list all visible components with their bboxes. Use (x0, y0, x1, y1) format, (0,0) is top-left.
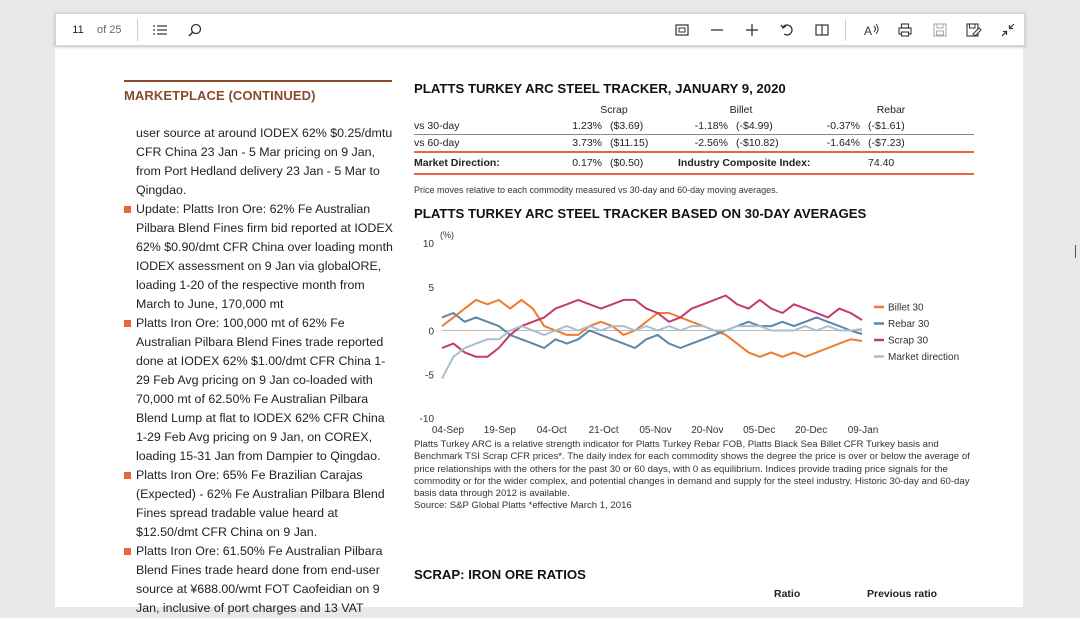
tracker-note: Price moves relative to each commodity measured vs 30-day and 60-day moving averages. (414, 185, 779, 195)
table-row (414, 118, 974, 135)
save-disk-icon (933, 23, 947, 37)
industry-index-value: 74.40 (868, 152, 974, 174)
section-rule (124, 80, 392, 82)
save-as-button[interactable] (963, 20, 985, 40)
bullet-paragraph: Platts Iron Ore: 100,000 mt of 62% Fe Australian Pilbara Blend Fines trade reported done at IODEX 62% $1.00/dmt CFR China 1-29 Feb Avg pricing on 9 Jan co-loaded with 70,000 mt of 62.50% Fe Australian Pilbara Blend Lump at flat to IODEX 62% CFR China 1-29 Feb Avg pricing on 9 Jan, on COREX, loading 15-31 Jan from Dampier to Qingdao. (124, 314, 394, 466)
legend-label: Market direction (888, 352, 960, 363)
print-button[interactable] (894, 20, 916, 40)
plus-icon (745, 23, 759, 37)
x-tick-label: 05-Dec (743, 425, 776, 436)
market-direction-row (414, 152, 974, 174)
exit-fullscreen-button[interactable] (997, 20, 1019, 40)
cell: -0.37% (808, 118, 868, 135)
column-header-rebar: Rebar (876, 104, 906, 116)
y-tick-label: -10 (419, 414, 434, 425)
legend-label: Scrap 30 (888, 335, 929, 347)
ratios-title: SCRAP: IRON ORE RATIOS (414, 567, 586, 582)
chart-caption (414, 439, 976, 513)
fit-page-button[interactable] (671, 20, 693, 40)
page-total: of 25 (97, 24, 122, 36)
tracker-table (414, 102, 974, 175)
two-page-view-icon (815, 24, 829, 36)
x-tick-label: 04-Sep (431, 425, 465, 436)
toolbar-divider (137, 19, 138, 41)
cell: 1.23% (554, 118, 610, 135)
industry-index-label: Industry Composite Index: (674, 152, 868, 174)
legend-label: Rebar 30 (888, 319, 930, 330)
series-line (442, 326, 862, 379)
printer-icon (898, 23, 912, 37)
rotate-icon (780, 23, 794, 37)
x-tick-label: 09-Jan (847, 425, 879, 436)
row-label: vs 30-day (414, 118, 554, 135)
collapse-arrows-icon (1001, 23, 1015, 37)
cell: -1.64% (826, 137, 860, 149)
x-tick-label: 04-Oct (536, 425, 567, 436)
cell: (-$1.61) (868, 118, 974, 135)
chart-title: PLATTS TURKEY ARC STEEL TRACKER BASED ON 30-DAY AVERAGES (414, 206, 867, 221)
column-header-scrap: Scrap (600, 104, 628, 116)
previous-ratio-column-header: Previous ratio (867, 588, 938, 600)
fit-to-page-icon (675, 24, 689, 36)
svg-text:A: A (864, 24, 873, 37)
legend-label: Billet 30 (888, 302, 924, 314)
y-tick-label: -5 (425, 370, 434, 382)
x-tick-label: 19-Sep (483, 425, 516, 436)
table-row (414, 135, 974, 153)
cell: ($3.69) (610, 118, 674, 135)
x-tick-label: 20-Nov (691, 425, 724, 436)
y-tick-label: 10 (422, 239, 434, 250)
ratio-column-header: Ratio (774, 588, 801, 600)
section-title: MARKETPLACE (CONTINUED) (124, 88, 316, 103)
row-label: vs 60-day (414, 137, 460, 149)
market-direction-pct: 0.17% (554, 152, 610, 174)
tracker-title: PLATTS TURKEY ARC STEEL TRACKER, JANUARY 9, 2020 (414, 81, 786, 96)
search-icon (188, 23, 202, 37)
read-aloud-icon (864, 23, 880, 37)
steel-tracker-chart (414, 228, 980, 436)
table-of-contents-button[interactable] (149, 20, 171, 40)
text-cursor (1075, 245, 1076, 258)
cell: -2.56% (694, 137, 728, 149)
y-axis-label: (%) (440, 230, 454, 240)
read-aloud-button[interactable] (861, 20, 883, 40)
bullet-paragraph: Update: Platts Iron Ore: 62% Fe Australian Pilbara Blend Fines firm bid reported at IODEX 62% $0.90/dmt CFR China over loading month IODEX assessment on 9 Jan via globalORE, loading 1-20 of the respective month from March to June, 170,000 mt (124, 200, 394, 314)
column-header-billet: Billet (729, 104, 753, 116)
marketplace-text (124, 124, 394, 618)
cell: (-$4.99) (736, 118, 808, 135)
cell: (-$7.23) (868, 137, 905, 149)
save-button[interactable] (929, 20, 951, 40)
bullet-paragraph: Platts Iron Ore: 65% Fe Brazilian Carajas (Expected) - 62% Fe Australian Pilbara Blend Fines spread tradable value heard at $12.50/dmt CFR China on 9 Jan. (124, 466, 394, 542)
zoom-in-button[interactable] (741, 20, 763, 40)
paragraph: user source at around IODEX 62% $0.25/dmtu CFR China 23 Jan - 5 Mar pricing on 9 Jan, from Port Hedland delivery 23 Jan - 5 Mar to Qingdao. (136, 126, 393, 197)
cell: (-$10.82) (736, 137, 779, 149)
cell: -1.18% (674, 118, 736, 135)
bullet-paragraph: Platts Iron Ore: 61.50% Fe Australian Pilbara Blend Fines trade heard done from end-user source at ¥688.00/wmt FOT Caofeidian on 9 Jan, inclusive of port charges and 13 VAT (124, 542, 394, 618)
caption-text: Platts Turkey ARC is a relative strength indicator for Platts Turkey Rebar FOB, Platts Black Sea Billet CFR Turkey basis and Benchmark TSI Scrap CFR prices*. The daily index for each commodity shows the degree the price is over or below the average of price relationships with the others for the past 30 or 60 days, with 0 as equilibrium. Indices provide trading price signals for the commodity or for the wider complex, and potential changes in demand and supply for the steel industry. Historic 30-day and 60-day basis data through 2012 is available. (414, 439, 970, 500)
market-direction-usd: ($0.50) (610, 152, 674, 174)
x-tick-label: 05-Nov (639, 425, 672, 436)
y-tick-label: 0 (428, 326, 434, 338)
minus-icon (710, 23, 724, 37)
page-view-button[interactable] (811, 20, 833, 40)
caption-source: Source: S&P Global Platts *effective March 1, 2016 (414, 500, 632, 512)
contents-list-icon (153, 24, 167, 36)
rotate-button[interactable] (776, 20, 798, 40)
x-tick-label: 20-Dec (795, 425, 828, 436)
y-tick-label: 5 (428, 282, 434, 294)
cell: ($11.15) (610, 137, 649, 149)
market-direction-label: Market Direction: (414, 152, 554, 174)
page-number-input[interactable]: 11 (72, 24, 84, 36)
save-as-icon (966, 23, 982, 37)
toolbar-divider (845, 19, 846, 41)
search-button[interactable] (184, 20, 206, 40)
zoom-out-button[interactable] (706, 20, 728, 40)
x-tick-label: 21-Oct (588, 425, 619, 436)
pdf-toolbar (55, 13, 1025, 46)
cell: 3.73% (572, 137, 602, 149)
